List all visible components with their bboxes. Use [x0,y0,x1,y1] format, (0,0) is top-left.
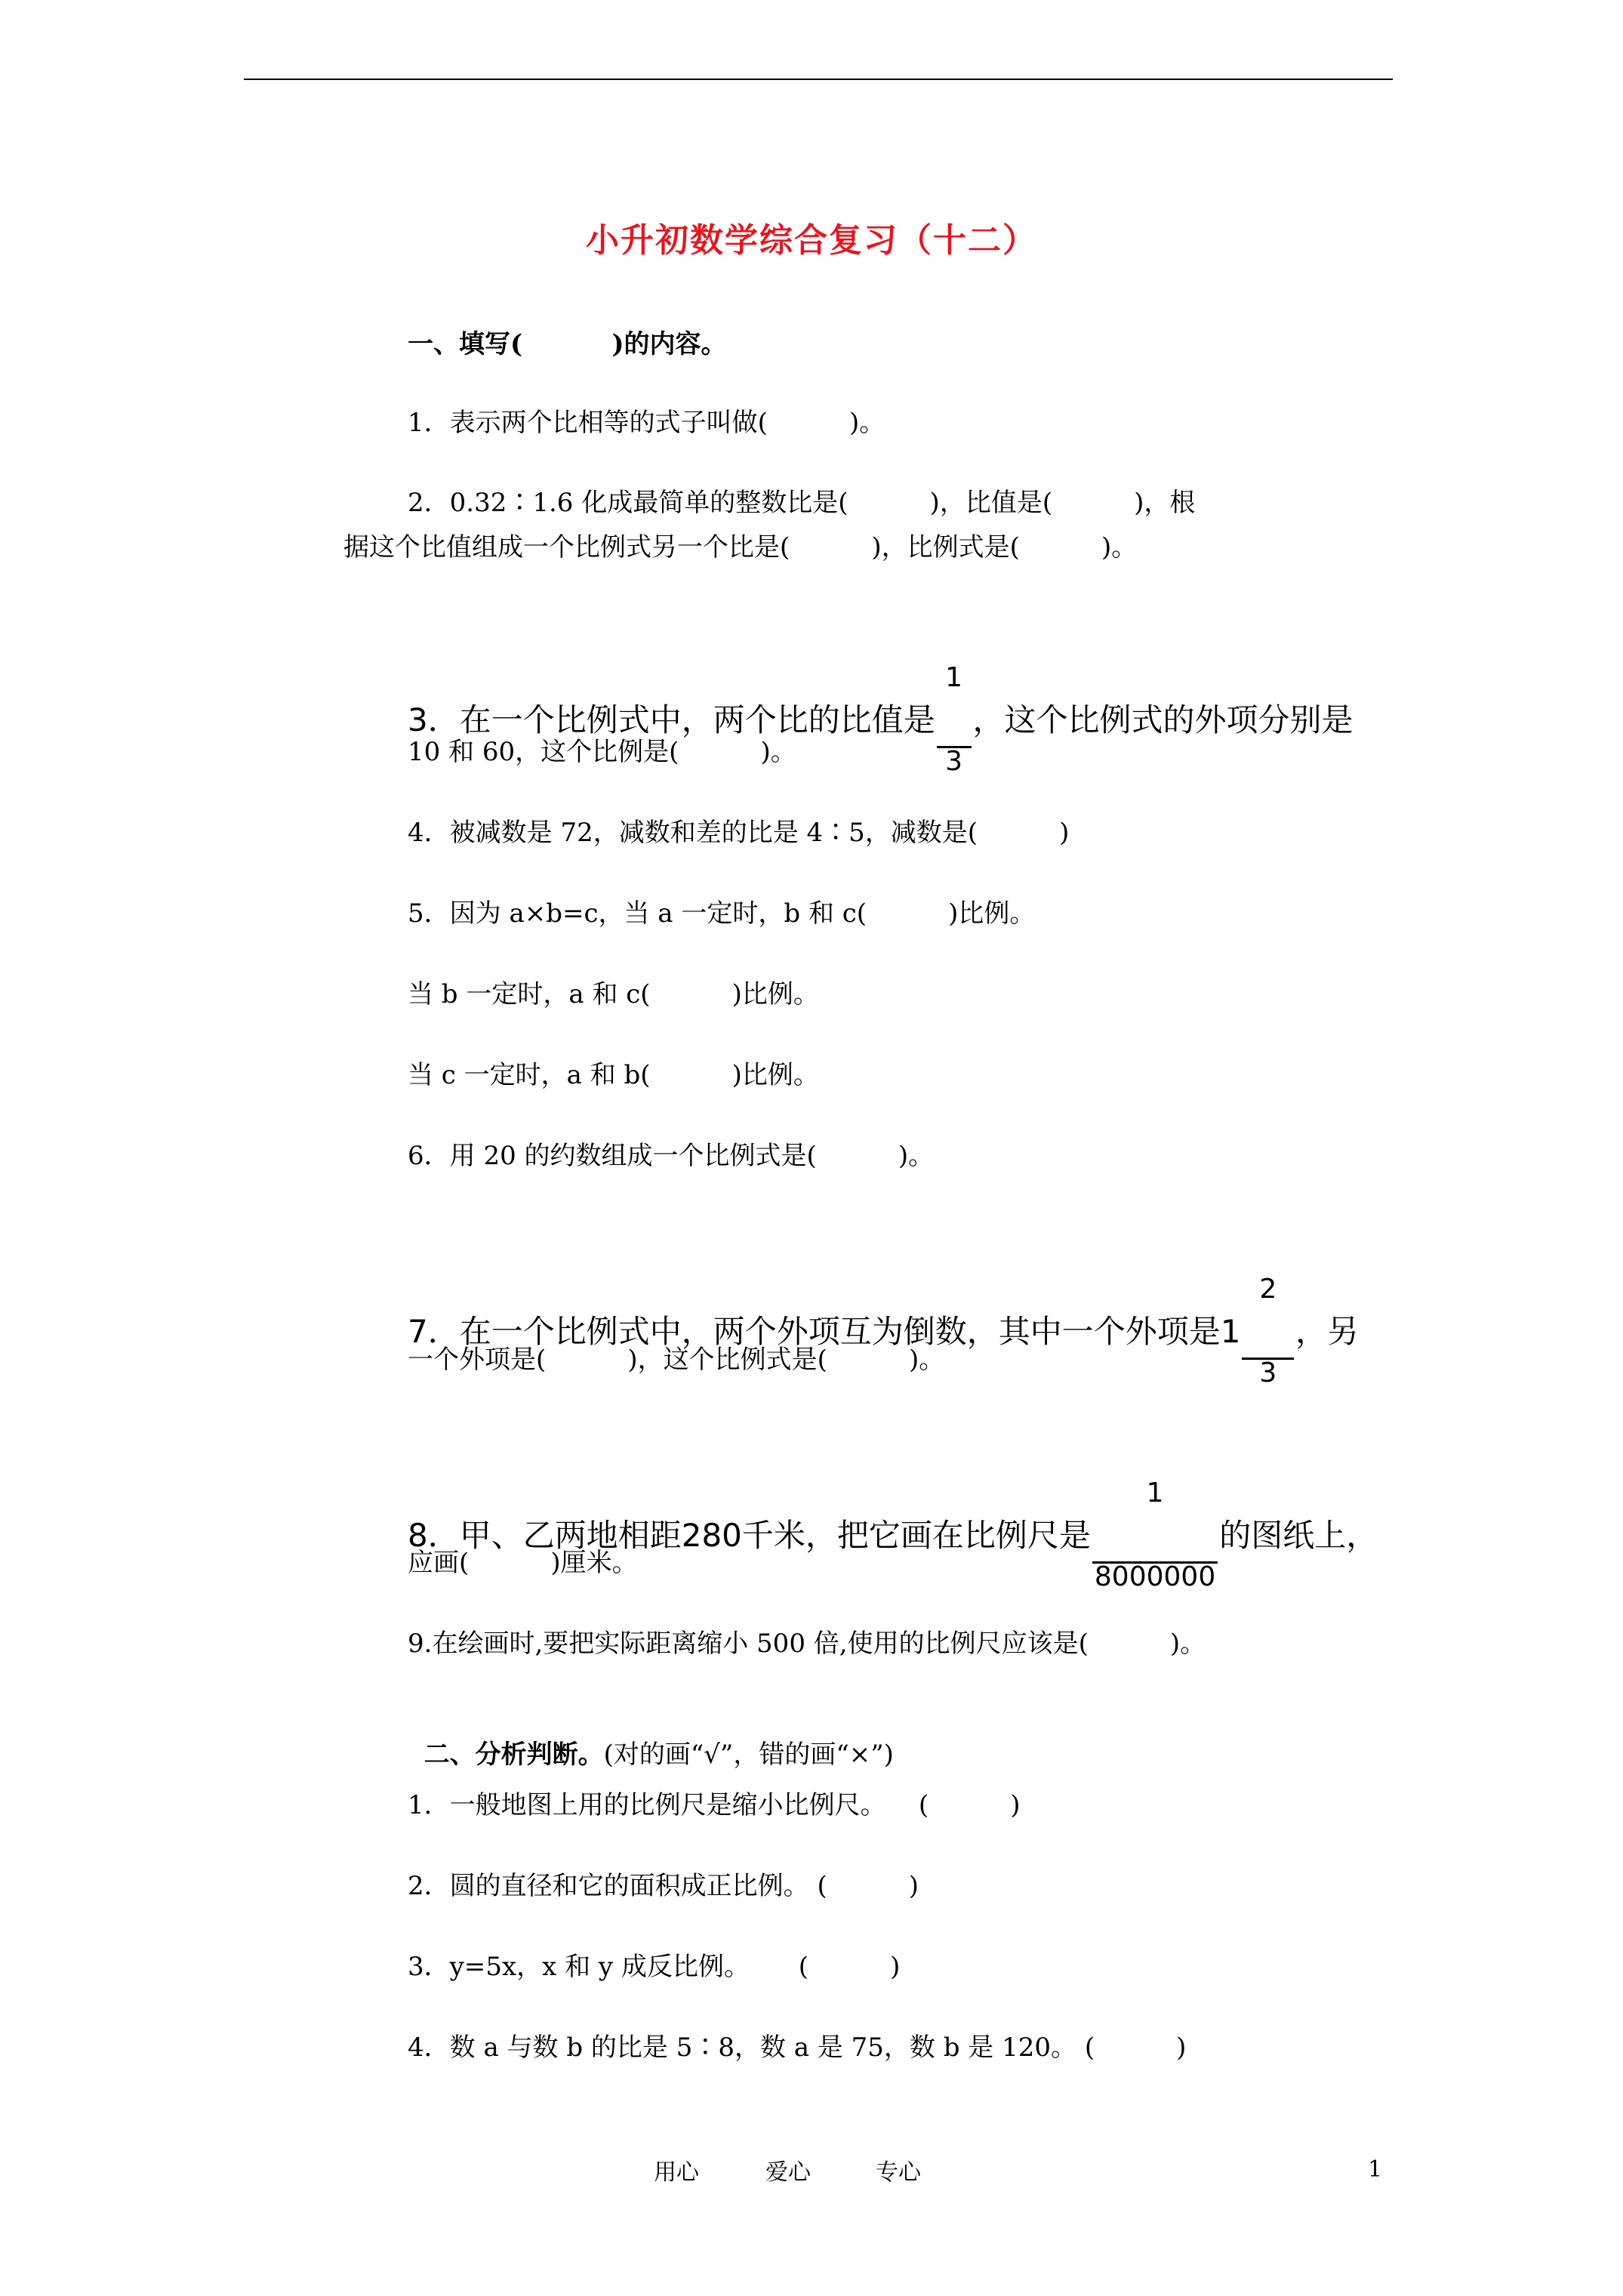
question-5-line1: 5．因为 a×b=c，当 a 一定时，b 和 c( )比例。 [408,898,1036,929]
fraction-denominator: 8000000 [1092,1561,1218,1591]
page-title: 小升初数学综合复习（十二） [586,221,1037,260]
judge-question-2: 2．圆的直径和它的面积成正比例。 ( ) [408,1871,919,1901]
question-7-line2: 一个外项是( )，这个比例式是( )。 [408,1345,945,1375]
fraction-numerator: 1 [1146,1478,1164,1509]
footer-motto-1: 用心 [654,2159,699,2186]
judge-question-3: 3．y=5x，x 和 y 成反比例。 ( ) [408,1952,901,1982]
fraction-numerator: 2 [1259,1274,1277,1305]
question-6: 6．用 20 的约数组成一个比例式是( )。 [408,1141,935,1171]
question-3-prefix: 3．在一个比例式中，两个比的比值是 [408,701,935,738]
section2-heading-note: (对的画“√”，错的画“×”) [603,1740,894,1770]
judge-question-4: 4．数 a 与数 b 的比是 5∶8，数 a 是 75，数 b 是 120。 ( ) [408,2032,1187,2063]
question-7-suffix: ，另 [1295,1312,1360,1350]
question-5-line3: 当 c 一定时，a 和 b( )比例。 [408,1060,819,1090]
question-7-line1 [408,1222,1359,1441]
judge-question-1: 1．一般地图上用的比例尺是缩小比例尺。 ( ) [408,1790,1021,1820]
footer-motto-2: 爱心 [765,2159,811,2186]
section2-heading [408,1709,894,1770]
section1-heading: 一、填写( )的内容。 [408,329,727,359]
question-4: 4．被减数是 72，减数和差的比是 4∶5，减数是( ) [408,818,1070,848]
fraction-denominator: 3 [937,746,972,775]
question-5-line2: 当 b 一定时，a 和 c( )比例。 [408,979,819,1009]
fraction-one-third [937,610,972,830]
footer-motto-3: 专心 [876,2159,921,2186]
question-2-line1: 2．0.32∶1.6 化成最简单的整数比是( )，比值是( )，根 [408,488,1196,518]
fraction-two-thirds [1242,1222,1294,1441]
question-8-suffix: 的图纸上， [1219,1516,1378,1554]
fraction-denominator: 3 [1242,1358,1294,1387]
page-number: 1 [1368,2156,1383,2183]
header-rule [244,79,1393,80]
question-3-suffix: ，这个比例式的外项分别是 [972,701,1354,738]
question-8-prefix: 8．甲、乙两地相距280千米，把它画在比例尺是 [408,1516,1091,1554]
fraction-numerator: 1 [945,662,963,693]
section2-heading-title: 二、分析判断。 [423,1740,604,1770]
question-2-line2: 据这个比值组成一个比例式另一个比是( )，比例式是( )。 [343,532,1138,562]
question-7-prefix: 7．在一个比例式中，两个外项互为倒数，其中一个外项是 [408,1312,1221,1350]
question-9: 9.在绘画时,要把实际距离缩小 500 倍,使用的比例尺应该是( )。 [408,1629,1206,1659]
fraction-scale [1092,1425,1218,1645]
question-8-line1 [408,1425,1378,1645]
question-8-line2: 应画( )厘米。 [408,1548,638,1578]
question-3-line1 [408,610,1354,830]
mixed-number [1221,1222,1295,1441]
mixed-number-whole: 1 [1220,1312,1241,1350]
question-1: 1．表示两个比相等的式子叫做( )。 [408,408,885,438]
question-3-line2: 10 和 60，这个比例是( )。 [408,737,796,767]
